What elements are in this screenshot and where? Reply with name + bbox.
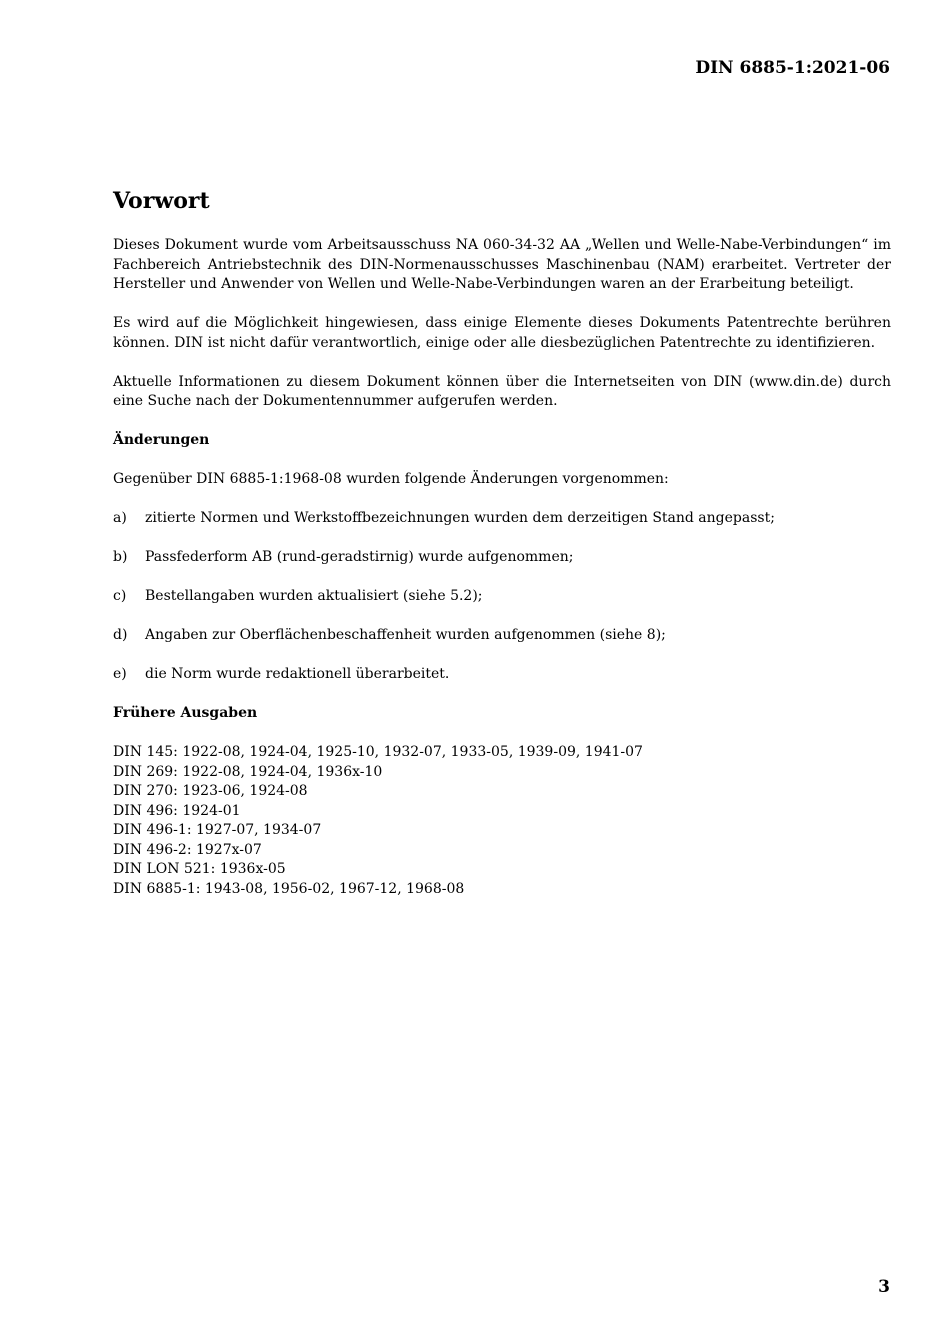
list-marker: a) (113, 510, 127, 526)
list-item-text: Bestellangaben wurden aktualisiert (siehe 5.2); (145, 588, 483, 604)
list-marker: b) (113, 549, 128, 565)
paragraph-committee: Dieses Dokument wurde vom Arbeitsausschuss NA 060-34-32 AA „Wellen und Welle-Nabe-Verbindungen“ im Fachbereich Antriebstechnik des DIN-Normenausschusses Maschinenbau (NAM) erarbeitet. Vertreter der Hersteller und Anwender von Wellen und Welle-Nabe-Verbindungen waren an der Erarbeitung beteiligt. (113, 237, 891, 292)
list-item-text: zitierte Normen und Werkstoffbezeichnungen wurden dem derzeitigen Stand angepasst; (145, 510, 775, 526)
spacer (113, 412, 891, 432)
edition-line: DIN 496-1: 1927-07, 1934-07 (113, 822, 322, 838)
list-item (113, 665, 891, 685)
page-content (113, 186, 891, 899)
list-item-text: Angaben zur Oberflächenbeschaffenheit wurden aufgenommen (siehe 8); (145, 627, 666, 643)
edition-line: DIN 269: 1922-08, 1924-04, 1936x-10 (113, 763, 383, 780)
edition-line: DIN 496-2: 1927x-07 (113, 841, 262, 858)
edition-line: DIN LON 521: 1936x-05 (113, 861, 286, 877)
changes-intro: Gegenüber DIN 6885-1:1968-08 wurden folgende Änderungen vorgenommen: (113, 471, 669, 487)
edition-line: DIN 145: 1922-08, 1924-04, 1925-10, 1932-07, 1933-05, 1939-09, 1941-07 (113, 744, 643, 760)
list-item (113, 587, 891, 607)
list-marker: e) (113, 666, 127, 682)
list-item-text: Passfederform AB (rund-geradstirnig) wurde aufgenommen; (145, 549, 574, 565)
edition-line: DIN 496: 1924-01 (113, 802, 241, 819)
spacer (113, 490, 891, 510)
changes-heading: Änderungen (113, 432, 210, 448)
spacer (113, 685, 891, 705)
edition-line: DIN 270: 1923-06, 1924-08 (113, 783, 308, 799)
list-marker: d) (113, 627, 128, 643)
list-marker: c) (113, 588, 127, 604)
list-item (113, 626, 891, 646)
page-number: 3 (878, 1277, 890, 1297)
document-id: DIN 6885-1:2021-06 (695, 58, 890, 78)
spacer (113, 353, 891, 373)
changes-list (113, 509, 891, 685)
list-item (113, 509, 891, 529)
spacer (113, 451, 891, 471)
spacer (113, 724, 891, 744)
list-item (113, 548, 891, 568)
list-item-text: die Norm wurde redaktionell überarbeitet. (145, 666, 450, 682)
paragraph-patent-notice: Es wird auf die Möglichkeit hingewiesen, dass einige Elemente dieses Dokuments Patentrechte berühren können. DIN ist nicht dafür verantwortlich, einige oder alle diesbezüglichen Patentrechte zu identifizieren. (113, 315, 891, 351)
spacer (113, 295, 891, 315)
earlier-editions-list (113, 743, 891, 899)
page-title: Vorwort (113, 188, 210, 214)
paragraph-information: Aktuelle Informationen zu diesem Dokument können über die Internetseiten von DIN (www.din.de) durch eine Suche nach der Dokumentennummer aufgerufen werden. (113, 373, 891, 409)
edition-line: DIN 6885-1: 1943-08, 1956-02, 1967-12, 1968-08 (113, 880, 465, 897)
earlier-editions-heading: Frühere Ausgaben (113, 705, 258, 721)
